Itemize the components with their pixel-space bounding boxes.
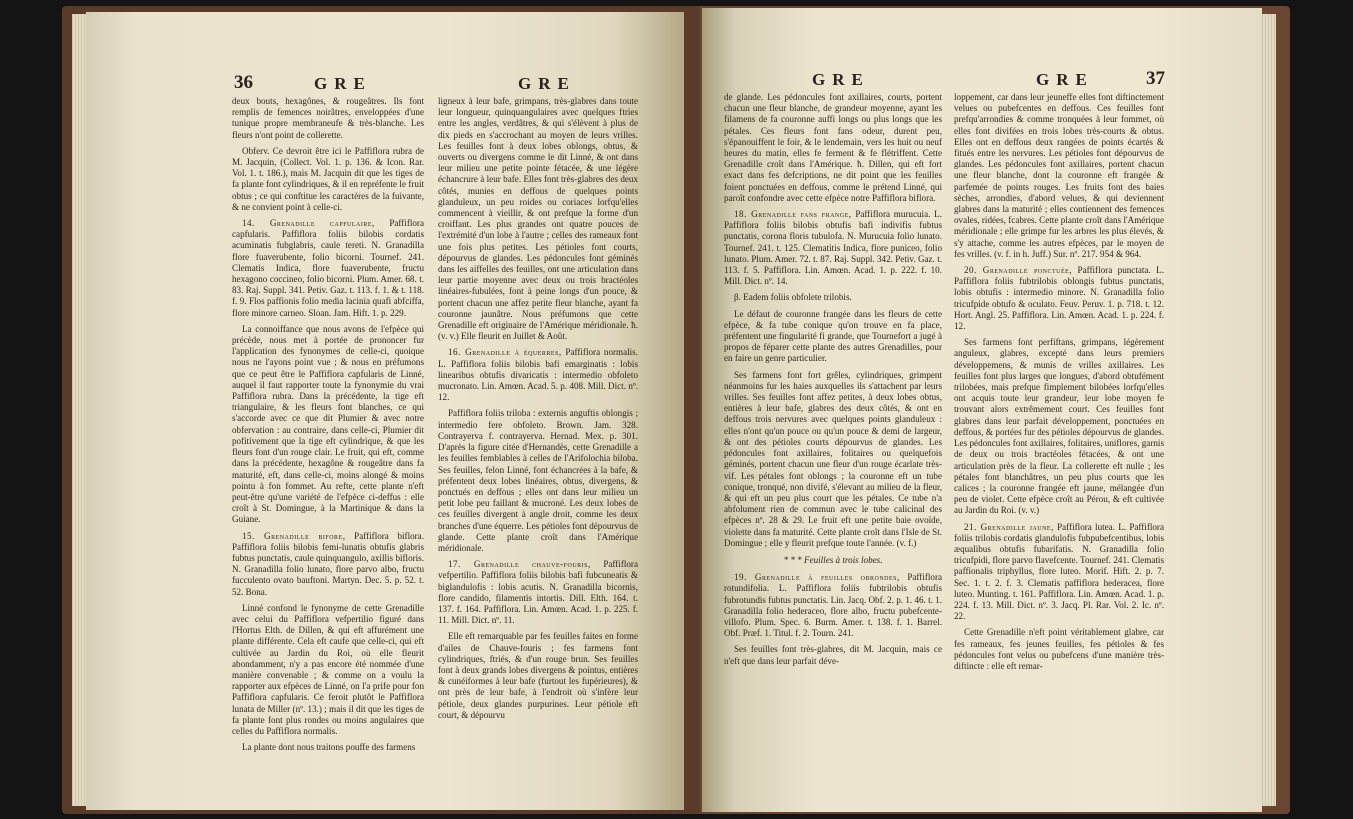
paragraph-text: loppement, car dans leur jeuneffe elles font diftinctement velues ou pubefcentes en deffous. Ces feuilles font prefqu'arrondies & comme tronquées à leur fommet, où elles font divifées en trois lobes très-courts & obtus. Elles ont en deffous deux rangées de points écartés & fitués entre les nervures. Les pétioles font dépourvus de glandes. Les pédoncules font axillaires, portent chacun une fleur blanche, dont la couronne eft frangée & parfemée de points rouges. Les fruits font des baies sèches, arrondies, d'abord velues, & qui deviennent glabres dans la maturité ; elles contiennent des femences ovales, ridées, fcabres. Cette plante croît dans l'Amérique méridionale ; elle grimpe fur les arbres les plus élevés, & s'y attache, comme les autres efpèces, par le moyen de fes vrilles. (v. f. in h. Juff.) Sur. nº. 217. 954 & 964.: [954, 92, 1164, 259]
paragraph: [232, 603, 424, 737]
running-head-right-2: GRE: [1036, 70, 1094, 89]
entry-heading: 19. Grenadille à feuilles obrondes,: [734, 572, 900, 583]
paragraph: [724, 209, 942, 287]
paragraph-text: Ses farmens font perfiftans, grimpans, légèrement anguleux, glabres, excepté dans leurs premiers développemens, & munis de vrilles axillaires. Les feuilles font plus larges que longues, d'abord obtufément trilobées, mais prefque fimplement bilobées lorfqu'elles ont acquis toute leur grandeur, leur lobe moyen fe trouvant alors extrêmement court. Ces feuilles font glabres dans leur parfait développement, ponctuées en deffous, & portées fur des pétioles dépourvus de glandes. Les pédoncules font axillaires, folitaires, uniflores, garnis de deux ou trois bractéoles fétacées, & ont une articulation près de la fleur. La collerette eft nulle ; les pétales font blanchâtres, un peu plus courts que les calices ; la couronne frangée eft jaune, mélangée d'un peu de violet. Cette efpèce croît au Pérou, & eft cultivée au Jardin du Roi. (v. v.): [954, 337, 1164, 516]
paragraph-text: Ses feuilles font très-glabres, dit M. Jacquin, mais ce n'eft que dans leur parfait déve-: [724, 644, 942, 666]
page-number-right: 37: [1146, 68, 1165, 89]
paragraph-text: β. Eadem foliis obfolete trilobis.: [734, 292, 852, 303]
paragraph: [724, 644, 942, 666]
paragraph-text: Paffiflora capfularis. Paffiflora foliis bilobis cordatis acuminatis fubglabris, caule tereti. N. Granadilla flore fuaverubente, folio bicorni. Tournef. 241. Clematis Indica, flore fuaverubente, fructu hexagono coccineo, folio bicorni. Plum. Amer. 68. t. 83. Raj. Suppl. 341. Petiv. Gaz. t. 113. f. 1. & t. 118. f. 9. Flos paffionis folio media lacinia quafi abfciffa, flore minore carneo. Sloan. Jam. Hift. 1. p. 229.: [232, 218, 424, 318]
entry-heading: 15. Grenadille bifore,: [242, 530, 346, 541]
entry-heading: 16. Grenadille à équerres,: [448, 347, 562, 358]
entry-heading: 21. Grenadille jaune,: [964, 521, 1054, 532]
section-heading: * * * Feuilles à trois lobes.: [783, 554, 883, 565]
entry-heading: 18. Grenadille fans frange,: [734, 209, 852, 220]
paragraph: [724, 555, 942, 566]
paragraph-text: Paffiflora foliis triloba : externis anguftis oblongis ; intermedio fere obfoleto. Brown. Jam. 328. Contrayerva f. contrayerva. Hernad. Mex. p. 301. D'après la figure citée d'Hernandès, cette Grenadille a les feuilles femblables à celles de l'Arifolochia biloba. Ses feuilles, felon Linné, font échancrées à la bafe, & préfentent deux lobes linéaires, obtus, divergens, & ponctués en deffous ; elles ont dans leur milieu un petit lobe peu faillant & mucroné. Les deux lobes de ces feuilles divergent à angle droit, comme les deux branches d'une équerre. Les pétioles font dépourvus de glande. Cette plante croît dans l'Amérique méridionale.: [438, 408, 638, 553]
paragraph: [232, 742, 424, 753]
paragraph: [232, 96, 424, 141]
paragraph-text: Cette Grenadille n'eft point véritablement glabre, car fes rameaux, fes jeunes feuilles, fes pétioles & fes pédoncules font velus ou pubefcens d'une manière très-diftincte : elle eft remar-: [954, 627, 1164, 671]
running-head-left-1: GRE: [314, 74, 372, 93]
paragraph-text: La connoiffance que nous avons de l'efpèce qui précède, nous met à portée de prononcer fur l'application des fynonymes de celle-ci, quoique nous ne l'ayons point vue ; & nous en préfumons que ce peut être le Paffiflora capfularis de Linné, auquel il faut rapporter toute la fynonymie du vrai Paffiflora rubra. Dans la précédente, la tige eft triangulaire, & les fleurs font blanches, ce qui s'accorde avec ce que dit Plumier & avec notre obfervation : au contraire, dans celle-ci, Plumier dit pofitivement que la tige eft cylindrique, & que les fleurs font d'un rouge clair. Le fruit, qui eft, comme dans la précédente, hexagône & rougeâtre dans fa maturité, eft, dans celle-ci, moins alongé & moins pointu à fon fommet. Au refte, cette plante n'eft peut-être qu'une variété de l'efpèce ci-deffus : elle croît à St. Domingue, à la Martinique & dans la Guiane.: [232, 323, 424, 525]
entry-heading: 14. Grenadille capfulaire,: [242, 218, 375, 229]
paragraph: [724, 370, 942, 549]
entry-heading: 20. Grenadille ponctuée,: [964, 265, 1073, 276]
paragraph: [954, 265, 1164, 332]
paragraph-text: de glande. Les pédoncules font axillaires, courts, portent chacun une fleur blanche, de grandeur moyenne, ayant les filamens de fa couronne auffi longs ou plus longs que les pétales. Ces fleurs font fans odeur, durent peu, s'épanouiffent le foir, & le lendemain, vers les huit ou neuf heures du matin, elles fe ferment & fe flétriffent. Cette Grenadille croît dans l'Amérique. ħ. Dillen, qui eft fort exact dans fes defcriptions, ne dit point que les feuilles foient ponctuées en deffous, comme le prétend Linné, qui paroît confondre avec cette efpèce notre Paffiflora biflora.: [724, 92, 942, 203]
paragraph: [954, 522, 1164, 623]
paragraph-text: Ses farmens font fort grêles, cylindriques, grimpent néanmoins fur les haies auxquelles ils s'attachent par leurs vrilles. Ses feuilles font affez petites, à deux lobes obtus, entières à leur bafe, glabres des deux côtés, & ont en deffous trois nervures avec quelques points glanduleux : elles n'ont qu'un pouce ou qu'un pouce & demi de largeur, & ont des pétioles courts dépourvus de glandes. Les pédoncules font axillaires, folitaires ou quelquefois géminés, portent chacun une fleur d'un rouge écarlate très-vif. Les pétales font oblongs ; la couronne eft un tube conique, tronqué, non divifé, s'élevant au milieu de la fleur, & qui eft un peu plus court que les pétales. Ce tube n'a abfolument rien de commun avec le tube calicinal des efpèces nº. 28 & 29. Le fruit eft une petite baie ovoïde, violette dans fa maturité. Cette plante croît dans l'Isle de St. Domingue ; elle y fleurit prefque toute l'année. (v. f.): [724, 369, 942, 548]
paragraph: [438, 347, 638, 403]
paragraph: [232, 531, 424, 598]
paragraph: [232, 324, 424, 526]
paragraph: [438, 96, 638, 342]
paragraph: [954, 92, 1164, 260]
paragraph-text: ligneux à leur bafe, grimpans, très-glabres dans toute leur longueur, quinquangulaires avec quelques ftries entre les angles, verdâtres, & qui s'élèvent à plus de dix pieds en s'accrochant au moyen de leurs vrilles. Les feuilles font à deux lobes oblongs, obtus, & ouverts ou divergens comme le dit Linné, & ont dans leur milieu une petite pointe fétacée, & une légère échancrure à leur bafe. Elles font très-glabres des deux côtés, munies en deffous de quelques points glanduleux, un peu roides ou coriaces lorfqu'elles commencent à vieillir, & ont prefque la forme d'un croiffant. Les plus grandes ont quatre pouces de l'extrémité d'un lobe à l'autre ; celles des rameaux font une fois plus petites. Les pétioles font courts, dépourvus de glandes. Les pédoncules font géminés dans les aiffelles des feuilles, ont une articulation dans leur partie moyenne avec deux ou trois bractéoles linéaires-fubulées, font à peine longs d'un pouce, & portent chacun une affez petite fleur blanche, ayant fa couronne jaunâtre. Nous préfumons que cette Grenadille eft originaire de l'Amérique méridionale. ħ. (v. v.) Elle fleurit en Juillet & Août.: [438, 96, 638, 342]
paragraph-text: Paffiflora rotundifolia. L. Paffiflora foliis fubtrilobis obtufis fubrotundis fubtus punctatis. Lin. Jacq. Obf. 2. p. 1. 46. t. 1. Granadilla folio hederaceo, flore albo, fructu pubefcente-villofo. Plum. Spec. 6. Burm. Amer. t. 138. f. 1. Barrel. Obf. Præf. 1. Titul. f. 2. Tourn. 241.: [724, 572, 943, 639]
right-page: [702, 8, 1262, 812]
page-edges-left: [72, 14, 86, 806]
paragraph-text: Paffiflora normalis. L. Paffiflora foliis bilobis bafi emarginatis : lobis linearibus obtufis divaricatis : intermedio obfoleto mucronato. Lin. Amœn. Acad. 5. p. 408. Mill. Dict. nº. 12.: [438, 347, 638, 403]
entry-heading: 17. Grenadille chauve-fouris,: [448, 559, 591, 570]
paragraph-text: Paffiflora murucuia. L. Paffiflora foliis bilobis obtufis bafi indivifis fubtus punctatis, corona floris tubulofa. N. Murucuia folio lunato. Tournef. 241. t. 125. Clematitis Indica, flore puniceo, folio lunato. Plum. Amer. 72. t. 87. Raj. Suppl. 342. Petiv. Gaz. t. 113. f. 5. Paffiflora. Lin. Amœn. Acad. 1. p. 222. f. 10. Mill. Dict. nº. 14.: [724, 209, 942, 287]
paragraph: [232, 146, 424, 213]
paragraph: [724, 92, 942, 204]
paragraph-text: Paffiflora vefpertilio. Paffiflora foliis bilobis bafi fubcuneatis & biglandulofis : lobis acutis. N. Granadilla bicornis, flore candido, filamentis intortis. Dill. Elth. 164. t. 137. f. 164. Paffiflora. Lin. Amœn. Acad. 1. p. 225. f. 11. Mill. Dict. nº. 11.: [438, 559, 638, 626]
paragraph: [438, 631, 638, 721]
paragraph-text: Paffiflora punctata. L. Paffiflora foliis fubtrilobis oblongis fubtus punctatis, lobis obtufis : intermedio minore. N. Granadilla folio tricufpide obtufo & oculato. Feuv. Peruv. 1. p. 718. t. 12. Hort. Angl. 25. Paffiflora. Lin. Amœn. Acad. 1. p. 224. f. 12.: [954, 265, 1165, 332]
paragraph: [724, 292, 942, 303]
paragraph-text: deux bouts, hexagônes, & rougeâtres. Ils font remplis de femences noirâtres, enveloppées d'une tunique propre membraneufe & très-blanche. Les fleurs n'ont point de collerette.: [232, 96, 424, 140]
left-page: [86, 12, 684, 810]
running-head-left-2: GRE: [518, 74, 576, 93]
left-page-column-1: [232, 96, 424, 810]
paragraph: [438, 559, 638, 626]
right-page-column-2: [954, 92, 1164, 812]
paragraph-text: La plante dont nous traitons pouffe des farmens: [242, 742, 416, 753]
paragraph-text: Paffiflora lutea. L. Paffiflora foliis trilobis cordatis glandulofis fubpubefcentibus, lobis æqualibus obtufis fubarifatis. N. Granadilla folio tricufpidi, flore parvo flavefcente. Tournef. 241. Clematis paffionalis triphyllus, flore luteo. Morif. Hift. 2. p. 7. Sec. 1. t. 2. f. 3. Clematis paffiflora hederacea, flore luteo. Munting. t. 161. Paffiflora. Lin. Amœn. Acad. 1. p. 224. f. 13. Mill. Dict. nº. 3. Jacq. Pl. Rar. Vol. 2. Ic. nº. 22.: [954, 521, 1164, 622]
paragraph: [724, 572, 942, 639]
paragraph: [954, 627, 1164, 672]
paragraph: [954, 337, 1164, 516]
page-number-left: 36: [234, 72, 253, 93]
paragraph: [232, 218, 424, 319]
paragraph: [724, 309, 942, 365]
paragraph-text: Obferv. Ce devroit être ici le Paffiflora rubra de M. Jacquin, (Collect. Vol. 1. p. 136. & Icon. Rar. Vol. 1. t. 186.), mais M. Jacquin dit que les tiges de fa plante font cylindriques, & il en repréfente le fruit obtus ; ce qui conftitue les caractères de la fuivante, & ne convient point à celle-ci.: [232, 145, 424, 212]
paragraph-text: Linné confond le fynonyme de cette Grenadille avec celui du Paffiflora vefpertilio figuré dans l'Hortus Elth. de Dillen, & qui eft affurément une plante différente. Cela eft caufe que celle-ci, qui eft cultivée au Jardin du Roi, où elle fleurit abondamment, n'y a pas encore été nommée d'une manière convenable ; & comme on a voulu la rapporter aux efpèces de Linné, on l'a prife pour fon Paffiflora capfularis. Ce feroit plutôt le Paffiflora lunata de Miller (nº. 13.) ; mais il dit que les tiges de fa plante font plus rondes ou moins angulaires que celles du Paffiflora normalis.: [232, 602, 424, 736]
left-page-column-2: [438, 96, 638, 810]
paragraph: [438, 408, 638, 554]
right-page-column-1: [724, 92, 942, 812]
page-edges-right: [1262, 14, 1276, 806]
running-head-right-1: GRE: [812, 70, 870, 89]
paragraph-text: Elle eft remarquable par fes feuilles faites en forme d'ailes de Chauve-fouris ; fes farmens font cylindriques, ftriés, & d'un rouge brun. Ses feuilles font à deux grands lobes divergens & pointus, entières & cunéiformes à leur bafe (furtout les fupérieures), & ont près de leur bafe, à l'endroit où s'infère leur pétiole, deux glandes purpurines. Leur pétiole eft court, & dépourvu: [438, 631, 638, 720]
paragraph-text: Paffiflora biflora. Paffiflora foliis bilobis femi-lunatis obtufis glabris fubtus punctatis, caule quinquangulo, axillis bifloris. N. Granadilla folio lunato, flore parvo albo, fructu fucculento ovato bauftoni. Martyn. Dec. 5. p. 52. t. 52. Bona.: [232, 530, 424, 597]
paragraph-text: Le défaut de couronne frangée dans les fleurs de cette efpèce, & fa tube conique qu'on trouve en fa place, préfentent une fingularité fi grande, que Tournefort a jugé à propos de féparer cette plante des autres Grenadilles, pour en faire un genre particulier.: [724, 308, 942, 364]
